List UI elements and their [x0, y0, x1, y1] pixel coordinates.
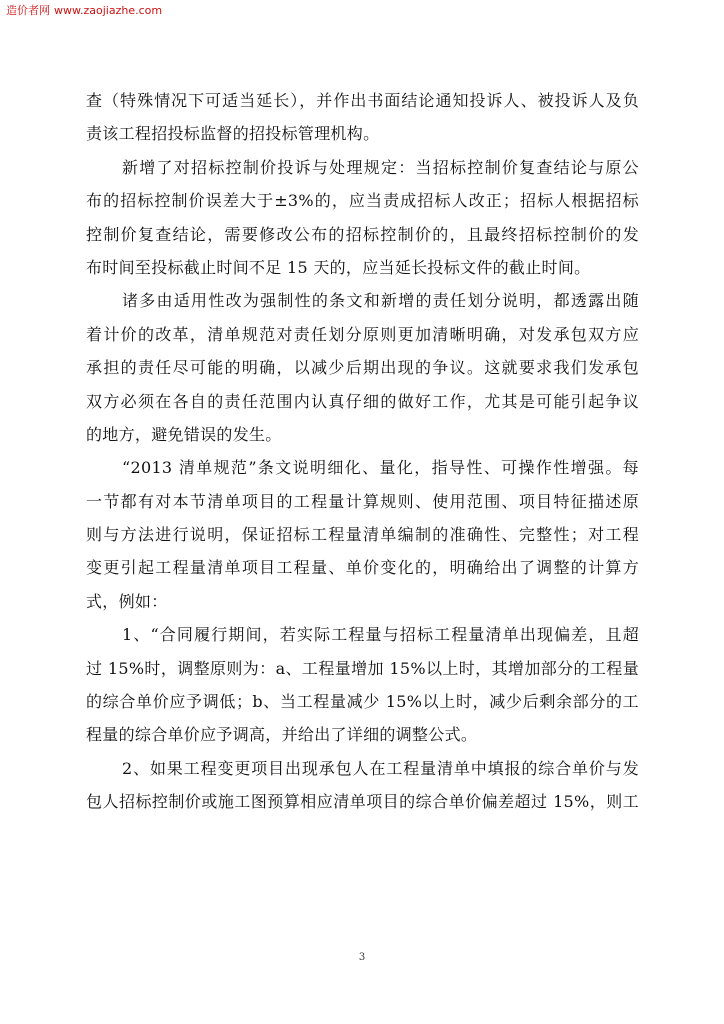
header-site-name: 造价者网	[6, 4, 50, 17]
paragraph	[86, 158, 639, 277]
text-line: 式，例如：	[86, 591, 168, 611]
header-url[interactable]: www.zaojiazhe.com	[54, 4, 163, 17]
paragraph	[86, 291, 639, 444]
document-body	[86, 91, 639, 826]
text-line: 诸多由适用性改为强制性的条文和新增的责任划分说明，都透露出随	[122, 291, 639, 311]
text-line: “2013 清单规范”条文说明细化、量化，指导性、可操作性增强。每	[122, 458, 639, 478]
paragraph	[86, 91, 639, 143]
text-line: 承担的责任尽可能的明确，以减少后期出现的争议。这就要求我们发承包	[86, 358, 639, 378]
text-line: 控制价复查结论，需要修改公布的招标控制价的，且最终招标控制价的发	[86, 224, 639, 244]
text-line: 包人招标控制价或施工图预算相应清单项目的综合单价偏差超过 15%，则工	[86, 792, 639, 812]
text-line: 着计价的改革，清单规范对责任划分原则更加清晰明确，对发承包双方应	[86, 324, 639, 344]
paragraph	[86, 625, 639, 744]
page-number: 3	[358, 952, 366, 963]
text-line: 双方必须在各自的责任范围内认真仔细的做好工作，尤其是可能引起争议	[86, 391, 639, 411]
text-line: 1、“合同履行期间，若实际工程量与招标工程量清单出现偏差，且超	[122, 625, 639, 645]
text-line: 2、如果工程变更项目出现承包人在工程量清单中填报的综合单价与发	[122, 758, 639, 778]
text-line: 一节都有对本节清单项目的工程量计算规则、使用范围、项目特征描述原	[86, 491, 639, 511]
text-line: 的地方，避免错误的发生。	[86, 424, 282, 444]
text-line: 查（特殊情况下可适当延长），并作出书面结论通知投诉人、被投诉人及负	[86, 91, 639, 110]
text-line: 的综合单价应予调低；b、当工程量减少 15%以上时，减少后剩余部分的工	[86, 692, 639, 712]
paragraph	[86, 458, 639, 611]
paragraph	[86, 759, 639, 811]
text-line: 则与方法进行说明，保证招标工程量清单编制的准确性、完整性；对工程	[86, 525, 639, 545]
text-line: 布时间至投标截止时间不足 15 天的，应当延长投标文件的截止时间。	[86, 257, 591, 277]
text-line: 责该工程招投标监督的招投标管理机构。	[86, 124, 380, 144]
text-line: 过 15%时，调整原则为：a、工程量增加 15%以上时，其增加部分的工程量	[86, 658, 639, 678]
text-line: 新增了对招标控制价投诉与处理规定：当招标控制价复查结论与原公	[122, 157, 639, 177]
text-line: 布的招标控制价误差大于±3%的，应当责成招标人改正；招标人根据招标	[86, 191, 639, 211]
page-header	[6, 2, 162, 18]
text-line: 变更引起工程量清单项目工程量、单价变化的，明确给出了调整的计算方	[86, 558, 639, 578]
text-line: 程量的综合单价应予调高，并给出了详细的调整公式。	[86, 725, 478, 745]
